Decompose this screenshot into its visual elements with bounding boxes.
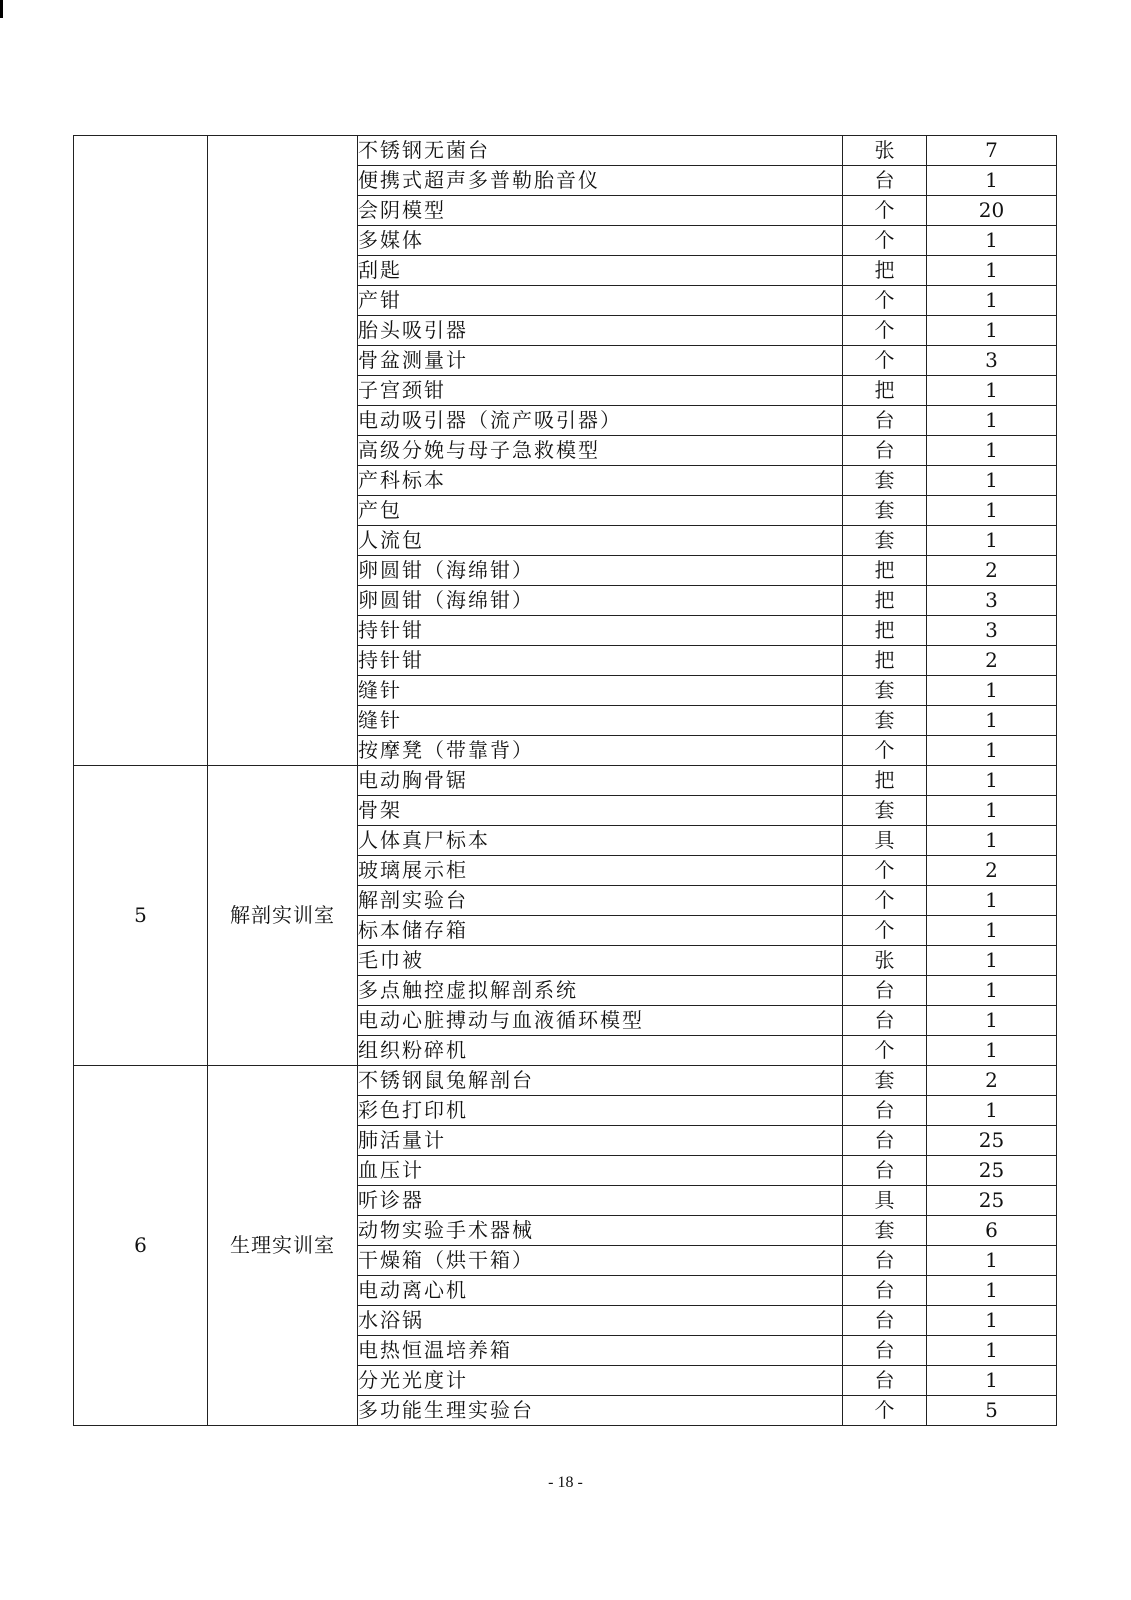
item-quantity-cell: 1 bbox=[927, 736, 1057, 766]
item-quantity-cell: 1 bbox=[927, 1276, 1057, 1306]
item-unit-cell: 套 bbox=[843, 676, 927, 706]
item-name-cell: 组织粉碎机 bbox=[358, 1036, 843, 1066]
item-name-cell: 高级分娩与母子急救模型 bbox=[358, 436, 843, 466]
item-quantity-cell: 1 bbox=[927, 946, 1057, 976]
item-quantity-cell: 2 bbox=[927, 856, 1057, 886]
item-unit-cell: 套 bbox=[843, 796, 927, 826]
item-quantity-cell: 1 bbox=[927, 796, 1057, 826]
item-quantity-cell: 1 bbox=[927, 1036, 1057, 1066]
item-quantity-cell: 20 bbox=[927, 196, 1057, 226]
item-name-cell: 持针钳 bbox=[358, 616, 843, 646]
item-unit-cell: 个 bbox=[843, 736, 927, 766]
equipment-table-body bbox=[74, 136, 1057, 1426]
item-unit-cell: 台 bbox=[843, 1306, 927, 1336]
item-unit-cell: 把 bbox=[843, 586, 927, 616]
item-name-cell: 卵圆钳（海绵钳） bbox=[358, 556, 843, 586]
item-unit-cell: 张 bbox=[843, 136, 927, 166]
item-quantity-cell: 1 bbox=[927, 1096, 1057, 1126]
item-name-cell: 电动离心机 bbox=[358, 1276, 843, 1306]
item-quantity-cell: 1 bbox=[927, 676, 1057, 706]
item-unit-cell: 套 bbox=[843, 1216, 927, 1246]
item-quantity-cell: 2 bbox=[927, 646, 1057, 676]
item-unit-cell: 具 bbox=[843, 826, 927, 856]
item-name-cell: 产科标本 bbox=[358, 466, 843, 496]
item-name-cell: 子宫颈钳 bbox=[358, 376, 843, 406]
item-unit-cell: 台 bbox=[843, 1096, 927, 1126]
item-name-cell: 人体真尸标本 bbox=[358, 826, 843, 856]
item-name-cell: 玻璃展示柜 bbox=[358, 856, 843, 886]
item-unit-cell: 张 bbox=[843, 946, 927, 976]
equipment-table bbox=[73, 135, 1057, 1426]
item-unit-cell: 台 bbox=[843, 406, 927, 436]
item-unit-cell: 套 bbox=[843, 706, 927, 736]
item-unit-cell: 台 bbox=[843, 1246, 927, 1276]
item-quantity-cell: 5 bbox=[927, 1396, 1057, 1426]
item-name-cell: 刮匙 bbox=[358, 256, 843, 286]
item-unit-cell: 把 bbox=[843, 256, 927, 286]
item-name-cell: 彩色打印机 bbox=[358, 1096, 843, 1126]
item-quantity-cell: 1 bbox=[927, 1006, 1057, 1036]
item-unit-cell: 套 bbox=[843, 526, 927, 556]
item-quantity-cell: 1 bbox=[927, 256, 1057, 286]
item-name-cell: 水浴锅 bbox=[358, 1306, 843, 1336]
item-name-cell: 骨架 bbox=[358, 796, 843, 826]
item-name-cell: 缝针 bbox=[358, 706, 843, 736]
group-number-cell: 6 bbox=[74, 1066, 208, 1426]
item-quantity-cell: 1 bbox=[927, 226, 1057, 256]
item-name-cell: 多功能生理实验台 bbox=[358, 1396, 843, 1426]
item-unit-cell: 个 bbox=[843, 286, 927, 316]
item-quantity-cell: 7 bbox=[927, 136, 1057, 166]
item-unit-cell: 把 bbox=[843, 616, 927, 646]
item-name-cell: 动物实验手术器械 bbox=[358, 1216, 843, 1246]
table-row bbox=[74, 1066, 1057, 1096]
item-unit-cell: 套 bbox=[843, 1066, 927, 1096]
item-name-cell: 毛巾被 bbox=[358, 946, 843, 976]
item-name-cell: 卵圆钳（海绵钳） bbox=[358, 586, 843, 616]
item-unit-cell: 个 bbox=[843, 346, 927, 376]
item-name-cell: 多点触控虚拟解剖系统 bbox=[358, 976, 843, 1006]
item-unit-cell: 个 bbox=[843, 226, 927, 256]
item-unit-cell: 台 bbox=[843, 1006, 927, 1036]
item-name-cell: 产包 bbox=[358, 496, 843, 526]
item-quantity-cell: 1 bbox=[927, 916, 1057, 946]
item-unit-cell: 个 bbox=[843, 1396, 927, 1426]
room-name-cell: 生理实训室 bbox=[208, 1066, 358, 1426]
item-unit-cell: 台 bbox=[843, 1276, 927, 1306]
item-name-cell: 电热恒温培养箱 bbox=[358, 1336, 843, 1366]
group-number-cell bbox=[74, 136, 208, 766]
room-name-cell: 解剖实训室 bbox=[208, 766, 358, 1066]
item-quantity-cell: 1 bbox=[927, 166, 1057, 196]
group-number-cell: 5 bbox=[74, 766, 208, 1066]
item-quantity-cell: 1 bbox=[927, 526, 1057, 556]
item-name-cell: 标本储存箱 bbox=[358, 916, 843, 946]
corner-mark bbox=[0, 0, 3, 18]
item-name-cell: 肺活量计 bbox=[358, 1126, 843, 1156]
item-unit-cell: 个 bbox=[843, 316, 927, 346]
item-name-cell: 会阴模型 bbox=[358, 196, 843, 226]
item-name-cell: 便携式超声多普勒胎音仪 bbox=[358, 166, 843, 196]
item-name-cell: 骨盆测量计 bbox=[358, 346, 843, 376]
item-unit-cell: 台 bbox=[843, 166, 927, 196]
item-quantity-cell: 1 bbox=[927, 466, 1057, 496]
item-quantity-cell: 1 bbox=[927, 1246, 1057, 1276]
item-name-cell: 胎头吸引器 bbox=[358, 316, 843, 346]
item-unit-cell: 台 bbox=[843, 1336, 927, 1366]
item-unit-cell: 把 bbox=[843, 556, 927, 586]
item-unit-cell: 台 bbox=[843, 1126, 927, 1156]
item-name-cell: 听诊器 bbox=[358, 1186, 843, 1216]
item-name-cell: 不锈钢无菌台 bbox=[358, 136, 843, 166]
item-quantity-cell: 1 bbox=[927, 496, 1057, 526]
item-unit-cell: 把 bbox=[843, 646, 927, 676]
room-name-cell bbox=[208, 136, 358, 766]
item-quantity-cell: 1 bbox=[927, 376, 1057, 406]
item-quantity-cell: 1 bbox=[927, 1306, 1057, 1336]
item-quantity-cell: 2 bbox=[927, 556, 1057, 586]
item-quantity-cell: 25 bbox=[927, 1126, 1057, 1156]
item-quantity-cell: 3 bbox=[927, 346, 1057, 376]
item-name-cell: 按摩凳（带靠背） bbox=[358, 736, 843, 766]
item-name-cell: 人流包 bbox=[358, 526, 843, 556]
item-quantity-cell: 25 bbox=[927, 1156, 1057, 1186]
item-quantity-cell: 25 bbox=[927, 1186, 1057, 1216]
item-name-cell: 血压计 bbox=[358, 1156, 843, 1186]
item-name-cell: 产钳 bbox=[358, 286, 843, 316]
item-unit-cell: 台 bbox=[843, 1156, 927, 1186]
item-quantity-cell: 1 bbox=[927, 706, 1057, 736]
item-unit-cell: 个 bbox=[843, 886, 927, 916]
item-name-cell: 缝针 bbox=[358, 676, 843, 706]
table-row bbox=[74, 136, 1057, 166]
item-unit-cell: 套 bbox=[843, 466, 927, 496]
item-unit-cell: 把 bbox=[843, 766, 927, 796]
item-quantity-cell: 3 bbox=[927, 586, 1057, 616]
item-name-cell: 电动胸骨锯 bbox=[358, 766, 843, 796]
item-quantity-cell: 1 bbox=[927, 1336, 1057, 1366]
item-name-cell: 不锈钢鼠兔解剖台 bbox=[358, 1066, 843, 1096]
item-quantity-cell: 1 bbox=[927, 286, 1057, 316]
item-unit-cell: 个 bbox=[843, 1036, 927, 1066]
item-unit-cell: 个 bbox=[843, 856, 927, 886]
item-quantity-cell: 1 bbox=[927, 886, 1057, 916]
item-unit-cell: 个 bbox=[843, 196, 927, 226]
item-quantity-cell: 1 bbox=[927, 826, 1057, 856]
item-quantity-cell: 1 bbox=[927, 976, 1057, 1006]
item-quantity-cell: 6 bbox=[927, 1216, 1057, 1246]
item-quantity-cell: 1 bbox=[927, 436, 1057, 466]
item-unit-cell: 台 bbox=[843, 976, 927, 1006]
item-unit-cell: 个 bbox=[843, 916, 927, 946]
item-unit-cell: 具 bbox=[843, 1186, 927, 1216]
item-name-cell: 干燥箱（烘干箱） bbox=[358, 1246, 843, 1276]
item-unit-cell: 把 bbox=[843, 376, 927, 406]
item-quantity-cell: 1 bbox=[927, 766, 1057, 796]
item-quantity-cell: 3 bbox=[927, 616, 1057, 646]
item-quantity-cell: 2 bbox=[927, 1066, 1057, 1096]
item-name-cell: 多媒体 bbox=[358, 226, 843, 256]
item-name-cell: 持针钳 bbox=[358, 646, 843, 676]
item-name-cell: 解剖实验台 bbox=[358, 886, 843, 916]
item-name-cell: 电动心脏搏动与血液循环模型 bbox=[358, 1006, 843, 1036]
table-row bbox=[74, 766, 1057, 796]
item-quantity-cell: 1 bbox=[927, 316, 1057, 346]
item-quantity-cell: 1 bbox=[927, 406, 1057, 436]
item-unit-cell: 台 bbox=[843, 1366, 927, 1396]
item-unit-cell: 套 bbox=[843, 496, 927, 526]
item-name-cell: 电动吸引器（流产吸引器） bbox=[358, 406, 843, 436]
item-quantity-cell: 1 bbox=[927, 1366, 1057, 1396]
page-number: - 18 - bbox=[548, 1474, 583, 1491]
item-name-cell: 分光光度计 bbox=[358, 1366, 843, 1396]
item-unit-cell: 台 bbox=[843, 436, 927, 466]
